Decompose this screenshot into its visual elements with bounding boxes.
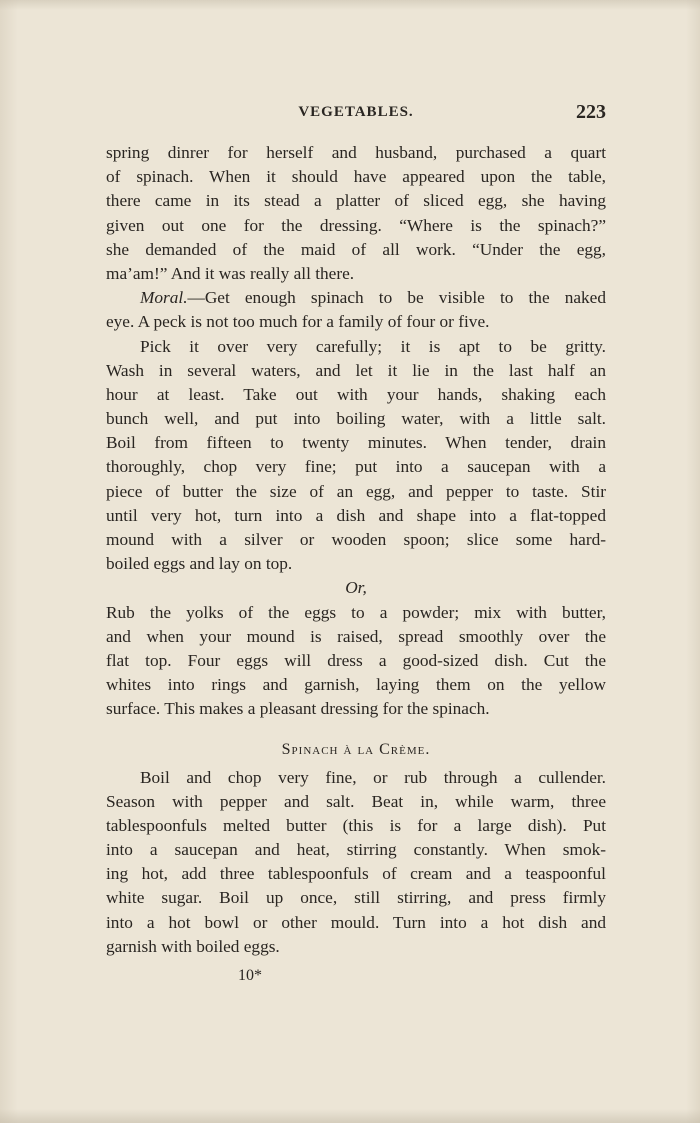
moral-label: Moral. <box>140 288 188 308</box>
section-gap <box>106 722 606 734</box>
text-line: Boil from fifteen to twenty minutes. When tender, drain <box>106 433 606 453</box>
text-line: bunch well, and put into boiling water, with a little salt. <box>106 409 606 429</box>
body-text <box>106 141 606 959</box>
text-line: of spinach. When it should have appeared upon the table, <box>106 167 606 187</box>
recipe-heading: Spinach à la Crème. <box>281 740 431 758</box>
text-line: Pick it over very carefully; it is apt to be gritty. <box>140 336 606 356</box>
text-line: spring dinrer for herself and husband, purchased a quart <box>106 143 606 162</box>
text-line: piece of butter the size of an egg, and pepper to taste. Stir <box>106 481 606 501</box>
text-line: Season with pepper and salt. Beat in, while warm, three <box>106 791 606 811</box>
text-line: garnish with boiled eggs. <box>106 936 280 956</box>
running-head <box>106 101 606 128</box>
text-line: Wash in several waters, and let it lie in the last half an <box>106 360 606 380</box>
page-number: 223 <box>576 101 606 123</box>
moral-line: eye. A peck is not too much for a family of four or five. <box>106 312 490 332</box>
text-line: Boil and chop very fine, or rub through a cullender. <box>140 767 606 787</box>
signature-mark: 10* <box>238 967 262 984</box>
text-line: boiled eggs and lay on top. <box>106 554 293 574</box>
text-line: flat top. Four eggs will dress a good-sized dish. Cut the <box>106 650 606 670</box>
text-line: Rub the yolks of the eggs to a powder; mix with butter, <box>106 602 606 622</box>
text-line: ing hot, add three tablespoonfuls of cream and a teaspoonful <box>106 864 606 884</box>
alternative-label: Or, <box>345 578 367 598</box>
running-head-title: VEGETABLES. <box>298 104 414 120</box>
text-line: and when your mound is raised, spread smoothly over the <box>106 626 606 646</box>
text-line: into a hot bowl or other mould. Turn into a hot dish and <box>106 912 606 932</box>
text-line: given out one for the dressing. “Where is the spinach?” <box>106 215 606 235</box>
text-line: there came in its stead a platter of sliced egg, she having <box>106 191 606 211</box>
text-line: white sugar. Boil up once, still stirring, and press firmly <box>106 888 606 908</box>
moral-line: Moral.—Get enough spinach to be visible to the naked <box>140 288 606 308</box>
text-line: until very hot, turn into a dish and shape into a flat-topped <box>106 505 606 525</box>
text-line: into a saucepan and heat, stirring constantly. When smok- <box>106 840 606 860</box>
text-line: ma’am!” And it was really all there. <box>106 263 355 283</box>
text-line: surface. This makes a pleasant dressing for the spinach. <box>106 699 490 719</box>
text-line: tablespoonfuls melted butter (this is for a large dish). Put <box>106 815 606 835</box>
text-line: hour at least. Take out with your hands, shaking each <box>106 384 606 404</box>
text-line: mound with a silver or wooden spoon; slice some hard- <box>106 530 606 549</box>
text-line: thoroughly, chop very fine; put into a saucepan with a <box>106 457 606 477</box>
text-line: whites into rings and garnish, laying them on the yellow <box>106 675 606 695</box>
text-line: she demanded of the maid of all work. “Under the egg, <box>106 239 606 259</box>
